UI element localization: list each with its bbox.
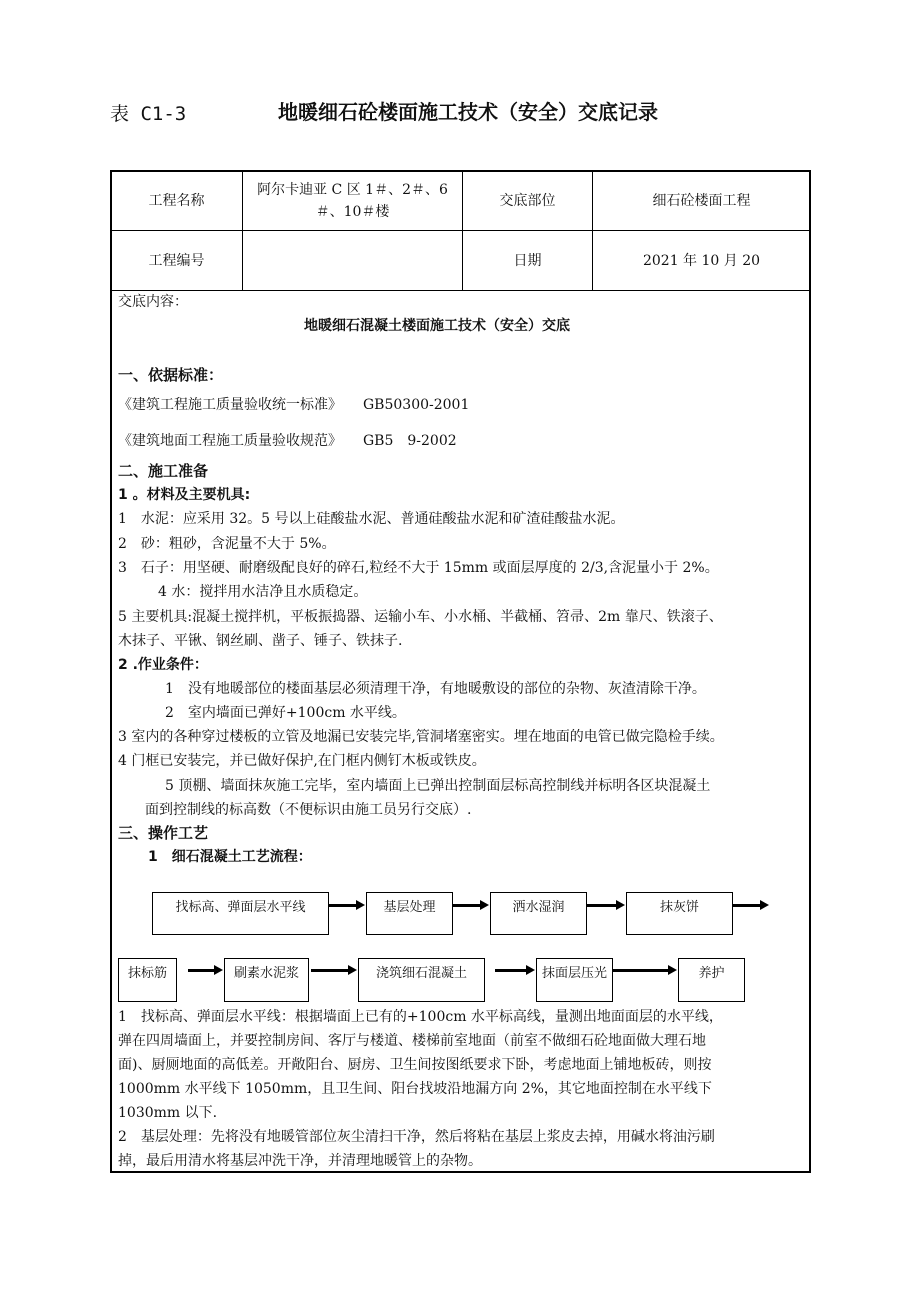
- project-name-label: 工程名称: [110, 170, 243, 231]
- text-line: 3 石子：用坚硬、耐磨级配良好的碎石,粒经不大于 15mm 或面层厚度的 2/3,含泥量小于 2%。: [118, 560, 719, 576]
- arrow-icon: [613, 969, 669, 972]
- flow-step: 抹灰饼: [626, 892, 733, 935]
- content-label: 交底内容：: [118, 294, 188, 310]
- text-line: 《建筑地面工程施工质量验收规范》 GB5 9-2002: [118, 433, 457, 449]
- section-heading: 二、施工准备: [118, 462, 209, 480]
- flow-step: 找标高、弹面层水平线: [152, 892, 329, 935]
- arrow-icon: [453, 904, 481, 907]
- flow-step: 基层处理: [366, 892, 453, 935]
- date-value: 2021 年 10 月 20: [592, 230, 811, 291]
- text-line: 《建筑工程施工质量验收统一标准》 GB50300-2001: [118, 397, 470, 413]
- section-heading: 三、操作工艺: [118, 824, 209, 842]
- arrow-icon: [733, 904, 761, 907]
- text-line: 2 基层处理：先将没有地暖管部位灰尘清扫干净，然后将粘在基层上浆皮去掉，用碱水将油污刷: [118, 1129, 715, 1145]
- arrow-icon: [329, 904, 357, 907]
- form-number: 表 C1-3: [110, 103, 187, 125]
- arrow-icon: [495, 969, 527, 972]
- flow-step: 抹标筋: [118, 958, 177, 1002]
- project-no-label: 工程编号: [110, 230, 243, 291]
- text-line: 1030mm 以下.: [118, 1105, 218, 1121]
- project-no: [242, 230, 463, 291]
- date-label: 日期: [462, 230, 593, 291]
- text-line: 1 没有地暖部位的楼面基层必须清理干净，有地暖敷设的部位的杂物、灰渣清除干净。: [165, 681, 706, 697]
- arrow-icon: [188, 969, 215, 972]
- text-line: 1000mm 水平线下 1050mm，且卫生间、阳台找坡沿地漏方向 2%，其它地面控制在水平线下: [118, 1081, 712, 1097]
- flow-step: 浇筑细石混凝土: [358, 958, 485, 1002]
- part-label: 交底部位: [462, 170, 593, 231]
- text-line: 掉，最后用清水将基层冲洗干净，并清理地暖管上的杂物。: [118, 1153, 482, 1169]
- text-line: 4 门框已安装完，并已做好保护,在门框内侧钉木板或铁皮。: [118, 753, 486, 769]
- content-title: 地暖细石混凝土楼面施工技术（安全）交底: [304, 318, 570, 334]
- text-line: 面)、厨厕地面的高低差。开敞阳台、厨房、卫生间按图纸要求下卧，考虑地面上铺地板砖，则按: [118, 1057, 712, 1073]
- subsection-heading: 1 细石混凝土工艺流程：: [148, 849, 312, 865]
- project-name: 阿尔卡迪亚 C 区 1＃、2＃、6＃、10＃楼: [242, 170, 463, 231]
- arrow-icon: [311, 969, 349, 972]
- text-line: 5 主要机具:混凝土搅拌机，平板振捣器、运输小车、小水桶、半截桶、笤帚、2m 靠尺、铁滚子、: [118, 609, 723, 625]
- text-line: 弹在四周墙面上，并要控制房间、客厅与楼道、楼梯前室地面（前室不做细石砼地面做大理石地: [118, 1033, 706, 1049]
- subsection-heading: 2 .作业条件：: [118, 657, 208, 673]
- document-title: 地暖细石砼楼面施工技术（安全）交底记录: [278, 100, 658, 124]
- flow-step: 洒水湿润: [490, 892, 587, 935]
- flow-step: 抹面层压光: [536, 958, 613, 1002]
- flow-step: 养护: [678, 958, 745, 1002]
- flow-step: 刷素水泥浆: [224, 958, 309, 1002]
- arrow-icon: [587, 904, 617, 907]
- part-value: 细石砼楼面工程: [592, 170, 811, 231]
- subsection-heading: 1 。材料及主要机具:: [118, 487, 251, 503]
- text-line: 1 水泥：应采用 32。5 号以上硅酸盐水泥、普通硅酸盐水泥和矿渣硅酸盐水泥。: [118, 511, 625, 527]
- section-heading: 一、依据标准：: [118, 366, 224, 384]
- text-line: 4 水：搅拌用水洁净且水质稳定。: [158, 584, 368, 600]
- text-line: 1 找标高、弹面层水平线：根据墙面上已有的+100cm 水平标高线，量测出地面面层的水平线，: [118, 1009, 723, 1025]
- text-line: 面到控制线的标高数（不便标识由施工员另行交底）.: [145, 802, 472, 818]
- text-line: 2 砂：粗砂，含泥量不大于 5%。: [118, 536, 336, 552]
- text-line: 5 顶棚、墙面抹灰施工完毕，室内墙面上已弹出控制面层标高控制线并标明各区块混凝土: [165, 778, 711, 794]
- text-line: 木抹子、平锹、钢丝刷、凿子、锤子、铁抹子.: [118, 633, 403, 649]
- text-line: 3 室内的各种穿过楼板的立管及地漏已安装完毕,管洞堵塞密实。埋在地面的电管已做完隐检手续。: [118, 729, 724, 745]
- text-line: 2 室内墙面已弹好+100cm 水平线。: [165, 705, 406, 721]
